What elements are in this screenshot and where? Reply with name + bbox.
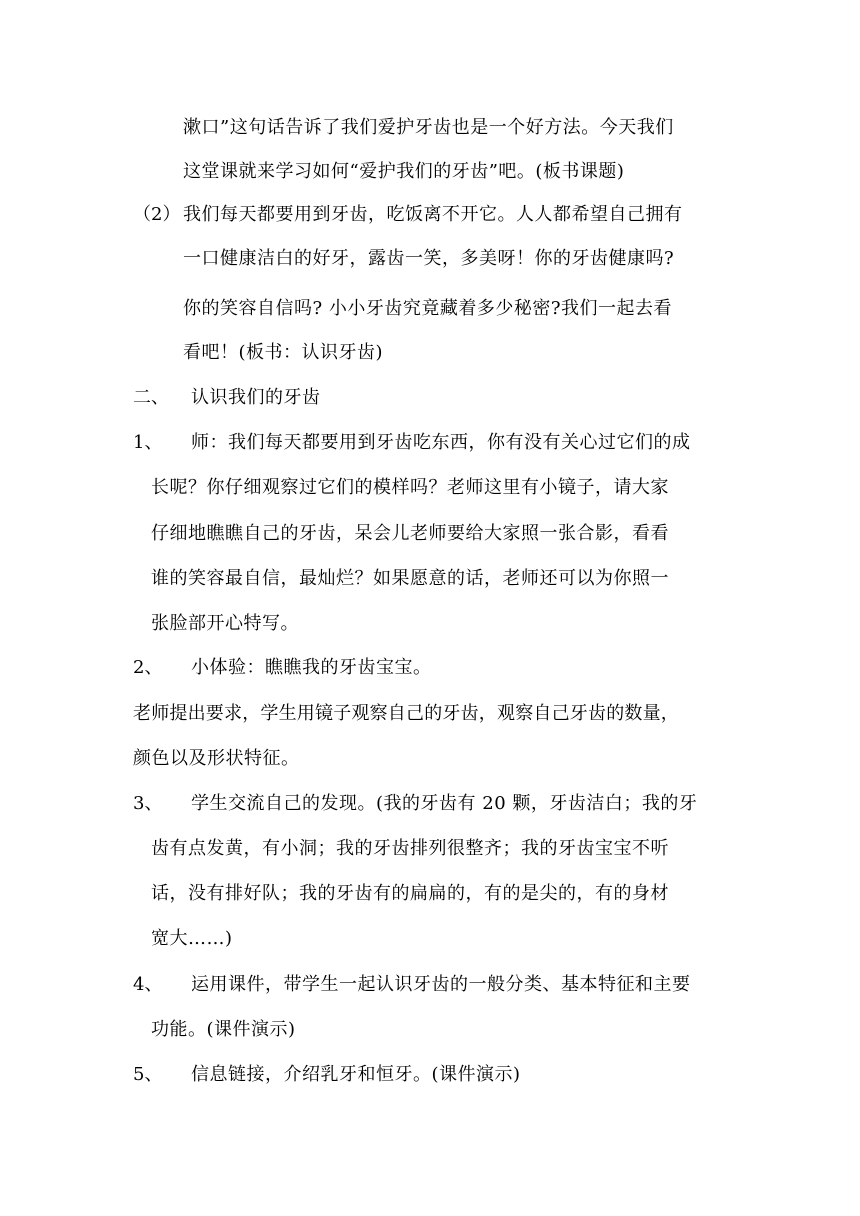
section-marker: 二、 [133,387,169,408]
step-5-line-1: 信息链接，介绍乳牙和恒牙。(课件演示) [191,1064,521,1085]
item-2-line-2: 一口健康洁白的好牙，露齿一笑，多美呀！你的牙齿健康吗? [183,248,675,269]
step-2-note-line-1: 老师提出要求，学生用镜子观察自己的牙齿，观察自己牙齿的数量， [133,703,679,724]
intro-line-2: 这堂课就来学习如何“爱护我们的牙齿”吧。(板书课题) [183,161,625,182]
step-1-line-3: 仔细地瞧瞧自己的牙齿，呆会儿老师要给大家照一张合影，看看 [151,523,669,544]
step-2-note-line-2: 颜色以及形状特征。 [133,748,300,769]
step-4-marker: 4、 [133,974,163,995]
step-1-line-5: 张脸部开心特写。 [151,613,299,634]
step-5-marker: 5、 [133,1064,163,1085]
item-2-line-3: 你的笑容自信吗? 小小牙齿究竟藏着多少秘密?我们一起去看 [183,298,673,319]
step-4-line-1: 运用课件，带学生一起认识牙齿的一般分类、基本特征和主要 [191,974,691,995]
step-3-line-1: 学生交流自己的发现。(我的牙齿有 20 颗，牙齿洁白；我的牙 [191,793,698,814]
step-3-marker: 3、 [133,793,163,814]
step-3-line-4: 宽大……) [151,928,233,949]
item-2-line-1: 我们每天都要用到牙齿，吃饭离不开它。人人都希望自己拥有 [183,204,683,225]
step-1-line-1: 师：我们每天都要用到牙齿吃东西，你有没有关心过它们的成 [191,432,691,453]
step-3-line-2: 齿有点发黄，有小洞；我的牙齿排列很整齐；我的牙齿宝宝不听 [151,838,669,859]
item-2-marker: （2） [133,204,181,225]
step-1-marker: 1、 [133,432,163,453]
step-2-line-1: 小体验：瞧瞧我的牙齿宝宝。 [191,657,432,678]
step-1-line-4: 谁的笑容最自信，最灿烂？如果愿意的话，老师还可以为你照一 [151,568,669,589]
step-1-line-2: 长呢？你仔细观察过它们的模样吗？老师这里有小镜子，请大家 [151,477,669,498]
intro-line-1: 漱口”这句话告诉了我们爱护牙齿也是一个好方法。今天我们 [183,117,674,138]
step-3-line-3: 话，没有排好队；我的牙齿有的扁扁的，有的是尖的，有的身材 [151,883,669,904]
step-4-line-2: 功能。(课件演示) [151,1019,296,1040]
item-2-line-4: 看吧！(板书：认识牙齿) [183,342,384,363]
step-2-marker: 2、 [133,657,163,678]
section-title: 认识我们的牙齿 [191,387,321,408]
